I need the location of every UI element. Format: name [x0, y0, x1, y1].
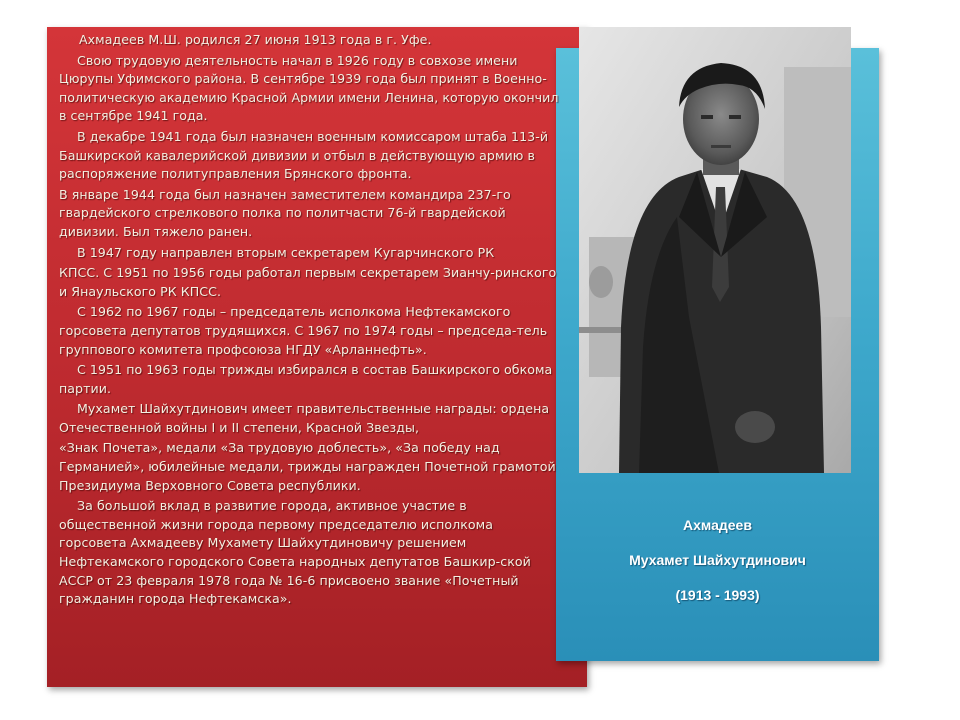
bio-paragraph: Мухамет Шайхутдинович имеет правительственные награды: ордена Отечественной войны I и II степени, Красной Звезды,: [59, 401, 550, 435]
biography-text: [59, 31, 559, 611]
bio-paragraph: С 1962 по 1967 годы – председатель исполкома Нефтекамского горсовета депутатов трудящихся. С 1967 по 1974 годы – председа-тель группового комитета профсоюза НГДУ «Арланнефть».: [59, 304, 548, 357]
portrait-photo: [579, 27, 851, 473]
bio-paragraph: Свою трудовую деятельность начал в 1926 году в совхозе имени Цюрупы Уфимского района. В сентябре 1939 года был принят в Военно-политическую академию Красной Армии имени Ленина, которую окончил в сентябре 1941 года.: [59, 52, 559, 124]
bio-paragraph: В январе 1944 года был назначен заместителем командира 237-го гвардейского стрелкового полка по политчасти 76-й гвардейской дивизии. Был тяжело ранен.: [59, 186, 511, 239]
bio-paragraph: За большой вклад в развитие города, активное участие в общественной жизни города первому председателю исполкома горсовета Ахмадееву Мухамету Шайхутдиновичу решением Нефтекамского городского Совета народных депутатов Башкир-ской АССР от 23 февраля 1978 года № 16-6 присвоено звание «Почетный гражданин города Нефтекамска».: [59, 498, 531, 607]
bio-paragraph: С 1951 по 1963 годы трижды избирался в состав Башкирского обкома партии.: [59, 362, 553, 396]
bio-paragraph: В 1947 году направлен вторым секретарем Кугарчинского РК: [77, 244, 495, 260]
caption-surname: Ахмадеев: [683, 517, 752, 533]
caption-given-names: Мухамет Шайхутдинович: [629, 552, 806, 568]
portrait-caption: [556, 516, 879, 621]
bio-paragraph: В декабре 1941 года был назначен военным комиссаром штаба 113-й Башкирской кавалерийской дивизии и отбыл в действующую армию в распоряжение политуправления Брянского фронта.: [59, 128, 549, 182]
bio-paragraph: Ахмадеев М.Ш. родился 27 июня 1913 года в г. Уфе.: [79, 32, 432, 47]
caption-years: (1913 - 1993): [675, 587, 760, 603]
bio-paragraph: КПСС. С 1951 по 1956 годы работал первым секретарем Зианчу-ринского и Янаульского РК КПСС.: [59, 265, 557, 299]
bio-paragraph: «Знак Почета», медали «За трудовую доблесть», «За победу над Германией», юбилейные медали, трижды награжден Почетной грамотой Президиума Верховного Совета республики.: [59, 440, 556, 493]
